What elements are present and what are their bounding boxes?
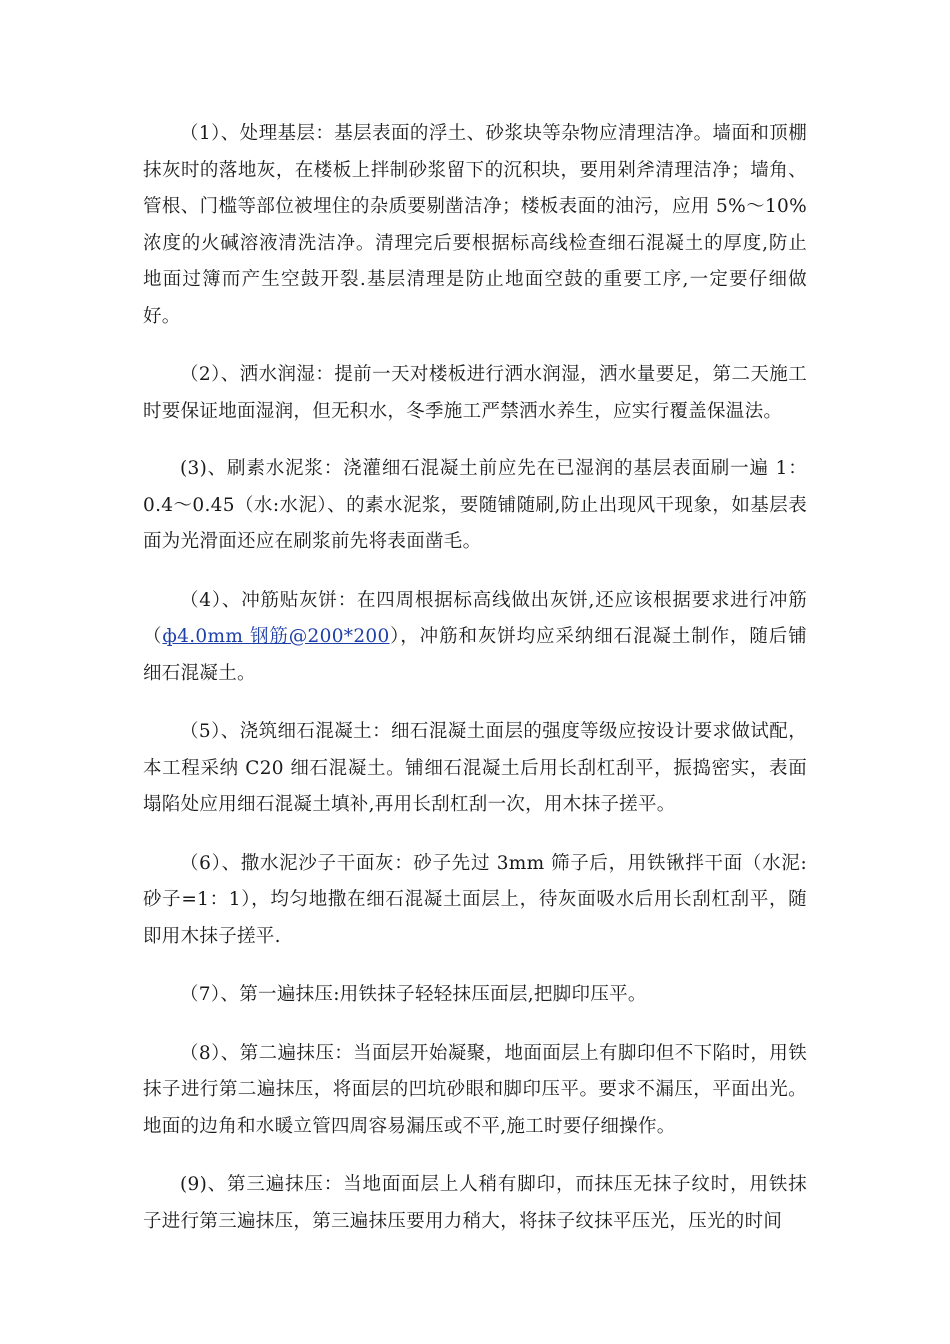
paragraph-5-pouring-concrete: （5）、浇筑细石混凝土：细石混凝土面层的强度等级应按设计要求做试配，本工程采纳 C20 细石混凝土。铺细石混凝土后用长刮杠刮平，振捣密实，表面塌陷处应用细石混凝土填补,再用长刮杠刮一次，用木抹子搓平。	[143, 721, 807, 815]
paragraph-6-dry-mortar: （6）、撒水泥沙子干面灰：砂子先过 3mm 筛子后，用铁锹拌干面（水泥:砂子=1：1），均匀地撒在细石混凝土面层上，待灰面吸水后用长刮杠刮平，随即用木抹子搓平.	[143, 852, 807, 947]
paragraph-1-base-treatment: （1）、处理基层：基层表面的浮土、砂浆块等杂物应清理洁净。墙面和顶棚抹灰时的落地灰，在楼板上拌制砂浆留下的沉积块，要用剁斧清理洁净；墙角、管根、门槛等部位被埋住的杂质要剔凿洁净；楼板表面的油污，应用 5%～10%浓度的火碱溶液清洗洁净。清理完后要根据标高线检查细石混凝土的厚度,防止地面过簿而产生空鼓开裂.基层清理是防止地面空鼓的重要工序,一定要仔细做好。	[143, 123, 807, 327]
paragraph-4-screed-marks	[143, 583, 807, 693]
paragraph-8-second-troweling: （8）、第二遍抹压：当面层开始凝聚，地面面层上有脚印但不下陷时，用铁抹子进行第二遍抹压，将面层的凹坑砂眼和脚印压平。要求不漏压，平面出光。地面的边角和水暖立管四周容易漏压或不平,施工时要仔细操作。	[143, 1042, 807, 1137]
document-body	[143, 116, 807, 1262]
paragraph-4-text-after: ），冲筋和灰饼均应采纳细石混凝土制作，随后铺细石混凝土。	[143, 626, 808, 684]
paragraph-9-third-troweling: (9)、第三遍抹压：当地面面层上人稍有脚印，而抹压无抹子纹时，用铁抹子进行第三遍抹压，第三遍抹压要用力稍大，将抹子纹抹平压光，压光的时间	[143, 1174, 807, 1232]
paragraph-7-first-troweling: （7）、第一遍抹压:用铁抹子轻轻抹压面层,把脚印压平。	[180, 984, 647, 1005]
rebar-spec-link[interactable]: ф4.0mm 钢筋@200*200	[162, 626, 390, 647]
paragraph-3-cement-slurry: (3)、刷素水泥浆：浇灌细石混凝土前应先在已湿润的基层表面刷一遍 1：0.4～0.45（水:水泥）、的素水泥浆，要随铺随刷,防止出现风干现象，如基层表面为光滑面还应在刷浆前先将表面凿毛。	[143, 458, 807, 552]
paragraph-2-watering: （2）、洒水润湿：提前一天对楼板进行洒水润湿，洒水量要足，第二天施工时要保证地面湿润，但无积水，冬季施工严禁洒水养生，应实行覆盖保温法。	[143, 364, 807, 422]
paragraph-4-text-before: （4）、冲筋贴灰饼：在四周根据标高线做出灰饼,还应该根据要求进行冲筋（	[143, 589, 807, 647]
